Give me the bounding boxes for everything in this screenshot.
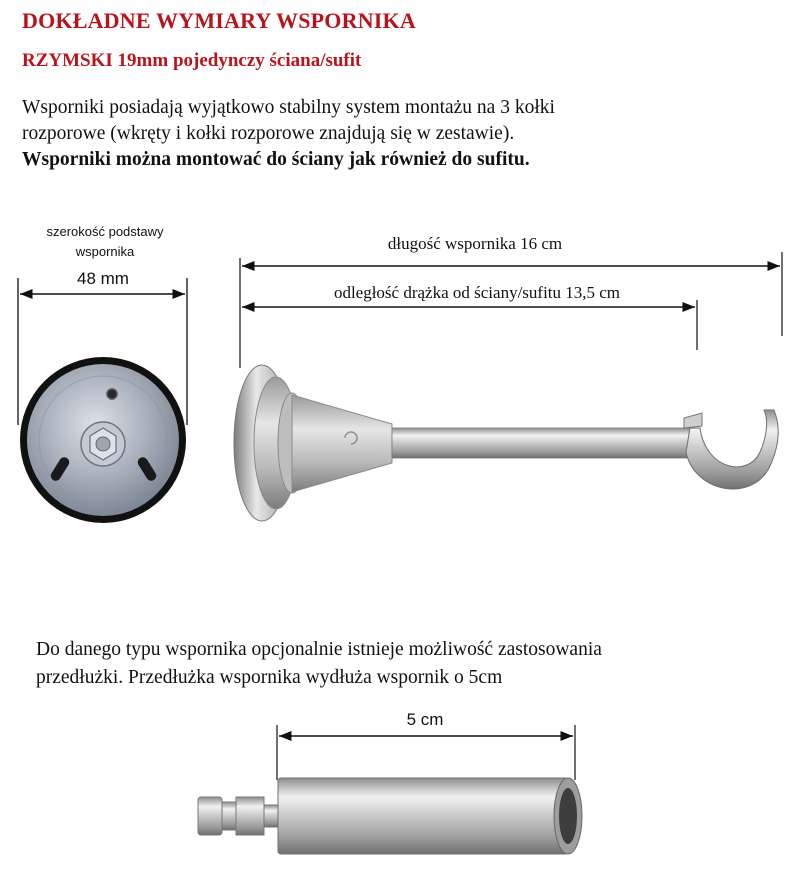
extension-dimension-value: 5 cm (406, 710, 444, 729)
intro-line-1: Wsporniki posiadają wyjątkowo stabilny system montażu na 3 kołki (22, 97, 555, 118)
extension-opening (559, 788, 577, 844)
rod-distance-label: odległość drążka od ściany/sufitu 13,5 cm (333, 283, 621, 302)
extension-paragraph (36, 636, 796, 692)
bracket-cone (292, 395, 392, 492)
page-title: DOKŁADNE WYMIARY WSPORNIKA (22, 8, 416, 33)
extension-tube (278, 778, 568, 854)
bracket-drawing (234, 365, 778, 521)
extension-line-1: Do danego typu wspornika opcjonalnie istnieje możliwość zastosowania (36, 639, 602, 660)
base-plate (20, 357, 186, 523)
extension-drawing (198, 778, 582, 854)
base-label-line2: wspornika (75, 244, 135, 259)
screw-hole-top (107, 389, 117, 399)
extension-dimension (277, 710, 575, 780)
hook-screw (684, 413, 702, 428)
extension-pin (198, 797, 222, 835)
intro-line-2: rozporowe (wkręty i kołki rozporowe znajdują się w zestawie). (22, 123, 515, 144)
page-subtitle: RZYMSKI 19mm pojedynczy ściana/sufit (22, 50, 362, 71)
bracket-arm (392, 428, 690, 458)
intro-bold-line: Wsporniki można montować do ściany jak również do sufitu. (22, 149, 530, 170)
extension-line-2: przedłużki. Przedłużka wspornika wydłuża wspornik o 5cm (36, 667, 503, 688)
base-width-value: 48 mm (77, 269, 129, 288)
bracket-length-label: długość wspornika 16 cm (387, 234, 563, 253)
rod-distance-dimension (242, 283, 697, 350)
base-label-line1: szerokość podstawy (46, 224, 164, 239)
